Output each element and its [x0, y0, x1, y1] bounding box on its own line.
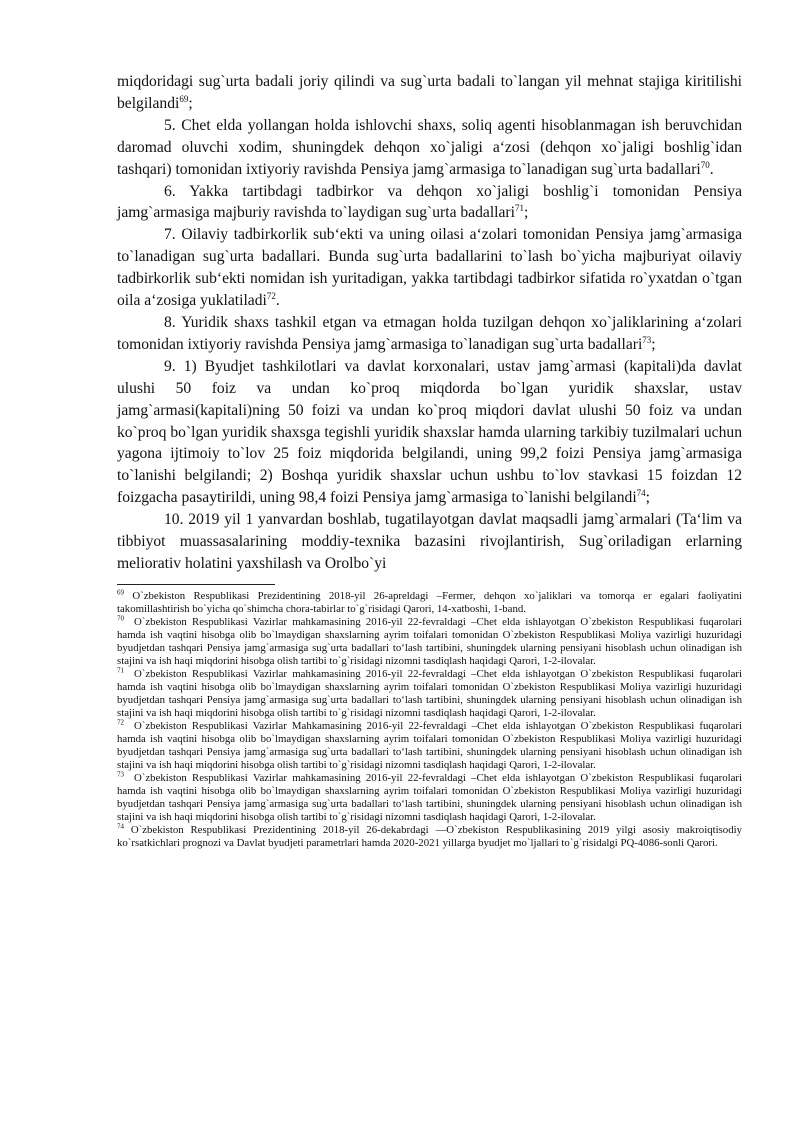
paragraph-text: 9. 1) Byudjet tashkilotlari va davlat korxonalari, ustav jamg`armasi (kapitali)da davlat ulushi 50 foiz va undan ko`proq miqdorda bo`lgan yuridik shaxslar, ustav jamg`armasi(kapitali)ning 50 foizi va undan ko`proq miqdori davlat ulushi 50 foiz va undan ko`proq bo`lgan yuridik shaxsga tegishli yuridik shaxslar hamda ularning tarkibiy tuzilmalari uchun yagona ijtimoiy to`lov 25 foiz miqdorida belgilandi, uning 99,2 foizi Pensiya jamg`armasiga to`lanishi belgilandi; 2) Boshqa yuridik shaxslar uchun ushbu to`lov stavkasi 15 foizdan 12 foizgacha pasaytirildi, uning 98,4 foizi Pensiya jamg`armasiga to`lanishi belgilandi [117, 357, 742, 507]
footnote-70 [117, 616, 742, 668]
footnote-text: O`zbekiston Respublikasi Prezidentining 2018-yil 26-apreldagi –Fermer, dehqon xo`jaliklari va tomorqa er egalari faoliyatini takomillashtirish bo`yicha qo`shimcha chora-tabirlar to`g`risidagi Qarori, 14-xatboshi, 1-band. [117, 589, 742, 615]
paragraph-text: 8. Yuridik shaxs tashkil etgan va etmagan holda tuzilgan dehqon xo`jaliklarining a‘zolari tomonidan ixtiyoriy ravishda Pensiya jamg`armasiga to`lanadigan sug`urta badallari [117, 313, 742, 353]
footnote-69 [117, 590, 742, 616]
paragraph-item-7 [117, 224, 742, 312]
paragraph-punct: ; [188, 94, 193, 112]
footnote-number: 69 [117, 588, 124, 597]
footnote-number: 74 [117, 822, 124, 831]
paragraph-item-9 [117, 356, 742, 509]
paragraph-text: miqdoridagi sug`urta badali joriy qilindi va sug`urta badali to`langan yil mehnat stajiga kiritilishi belgilandi [117, 73, 742, 112]
footnote-text: O`zbekiston Respublikasi Vazirlar mahkamasining 2016-yil 22-fevraldagi –Chet elda ishlayotgan O`zbekiston Respublikasi fuqarolari hamda ish vaqtini hisobga olib bo`lmaydigan shaxslarning ayrim toifalari tomonidan O`zbekiston Respublikasi Moliya vazirligi huzuridagi byudjetdan tashqari Pensiya jamg`armasiga sug`urta badallari to‘lash tartibini, shuningdek ularning pensiyani hisoblash uchun olinadigan ish stajini va ish haqi miqdorini hisobga olish tartibi to`g`risidagi nizomni tasdiqlash haqidagi Qarori, 1-2-ilovalar. [117, 771, 742, 823]
footnote-number: 70 [117, 614, 124, 623]
footnote-71 [117, 668, 742, 720]
footnote-72 [117, 720, 742, 772]
paragraph-item-6 [117, 181, 742, 225]
footnote-number: 71 [117, 666, 124, 675]
main-text [117, 71, 742, 575]
document-page [117, 71, 742, 850]
footnote-ref-71[interactable]: 71 [514, 203, 524, 214]
paragraph-item-8 [117, 312, 742, 356]
footnote-ref-73[interactable]: 73 [642, 334, 652, 345]
footnote-ref-74[interactable]: 74 [636, 488, 646, 499]
paragraph-punct: . [709, 160, 714, 178]
paragraph-item-5 [117, 115, 742, 181]
paragraph-punct: ; [651, 335, 656, 353]
footnote-text: O`zbekiston Respublikasi Vazirlar mahkamasining 2016-yil 22-fevraldagi –Chet elda ishlayotgan O`zbekiston Respublikasi fuqarolari hamda ish vaqtini hisobga olib bo`lmaydigan shaxslarning ayrim toifalari tomonidan O`zbekiston Respublikasi Moliya vazirligi huzuridagi byudjetdan tashqari Pensiya jamg`armasiga sug`urta badallari to‘lash tartibini, shuningdek ularning pensiyani hisoblash uchun olinadigan ish stajini va ish haqi miqdorini hisobga olish tartibi to`g`risidagi nizomni tasdiqlash haqidagi Qarori, 1-2-ilovalar. [117, 667, 742, 719]
paragraph-continuation [117, 71, 742, 115]
paragraph-item-10 [117, 509, 742, 575]
footnote-separator [117, 584, 275, 585]
footnote-ref-69[interactable]: 69 [179, 93, 189, 104]
footnote-73 [117, 772, 742, 824]
paragraph-punct: . [275, 292, 280, 310]
footnote-text: O`zbekiston Respublikasi Prezidentining 2018-yil 26-dekabrdagi —O`zbekiston Respublikasining 2019 yilgi asosiy makroiqtisodiy ko`rsatkichlari prognozi va Davlat byudjeti parametrlari hamda 2020-2021 yillarga byudjet mo`ljallari to`g`risidalgi PQ-4086-sonli Qarori. [117, 823, 742, 849]
footnote-text: O`zbekiston Respublikasi Vazirlar mahkamasining 2016-yil 22-fevraldagi –Chet elda ishlayotgan O`zbekiston Respublikasi fuqarolari hamda ish vaqtini hisobga olib bo`lmaydigan shaxslarning ayrim toifalari tomonidan O`zbekiston Respublikasi Moliya vazirligi huzuridagi byudjetdan tashqari Pensiya jamg`armasiga sug`urta badallari to‘lash tartibini, shuningdek ularning pensiyani hisoblash uchun olinadigan ish stajini va ish haqi miqdorini hisobga olish tartibi to`g`risidagi nizomni tasdiqlash haqidagi Qarori, 1-2-ilovalar. [117, 615, 742, 667]
footnote-number: 72 [117, 718, 124, 727]
footnotes [117, 590, 742, 850]
paragraph-text: 7. Oilaviy tadbirkorlik sub‘ekti va uning oilasi a‘zolari tomonidan Pensiya jamg`armasiga to`lanadigan sug`urta badallari. Bunda sug`urta badallarini to`lash bo`yicha majburiyat oilaviy tadbirkorlik sub‘ekti nomidan ish yuritadigan, yakka tartibdagi tadbirkor sifatida ro`yxatdan o`tgan oila a‘zosiga yuklatiladi [117, 226, 742, 310]
paragraph-text: 5. Chet elda yollangan holda ishlovchi shaxs, soliq agenti hisoblanmagan ish beruvchidan daromad oluvchi xodim, shuningdek dehqon xo`jaligi a‘zosi (dehqon xo`jaligi boshlig`idan tashqari) tomonidan ixtiyoriy ravishda Pensiya jamg`armasiga to`lanadigan sug`urta badallari [117, 116, 742, 178]
footnote-74 [117, 824, 742, 850]
footnote-number: 73 [117, 770, 124, 779]
footnote-ref-70[interactable]: 70 [700, 159, 710, 170]
paragraph-punct: ; [645, 489, 651, 507]
paragraph-text: 10. 2019 yil 1 yanvardan boshlab, tugatilayotgan davlat maqsadli jamg`armalari (Ta‘lim va tibbiyot muassasalarining moddiy-texnika bazasini rivojlantirish, Sug`oriladigan erlarning meliorativ holatini yaxshilash va Orolbo`yi [117, 511, 742, 572]
footnote-text: O`zbekiston Respublikasi Vazirlar Mahkamasining 2016-yil 22-fevraldagi –Chet elda ishlayotgan O`zbekiston Respublikasi fuqarolari hamda ish vaqtini hisobga olib bo`lmaydigan shaxslarning ayrim toifalari tomonidan O`zbekiston Respublikasi Moliya vazirligi huzuridagi byudjetdan tashqari Pensiya jamg`armasiga sug`urta badallari to‘lash tartibini, shuningdek ularning pensiyani hisoblash uchun olinadigan ish stajini va ish haqi miqdorini hisobga olish tartibi to`g`risidagi nizomni tasdiqlash haqidagi Qarori, 1-2-ilovalar. [117, 719, 742, 771]
footnote-ref-72[interactable]: 72 [266, 290, 276, 301]
paragraph-text: 6. Yakka tartibdagi tadbirkor va dehqon xo`jaligi boshlig`i tomonidan Pensiya jamg`armasiga majburiy ravishda to`laydigan sug`urta badallari [117, 182, 742, 222]
paragraph-punct: ; [523, 204, 529, 222]
